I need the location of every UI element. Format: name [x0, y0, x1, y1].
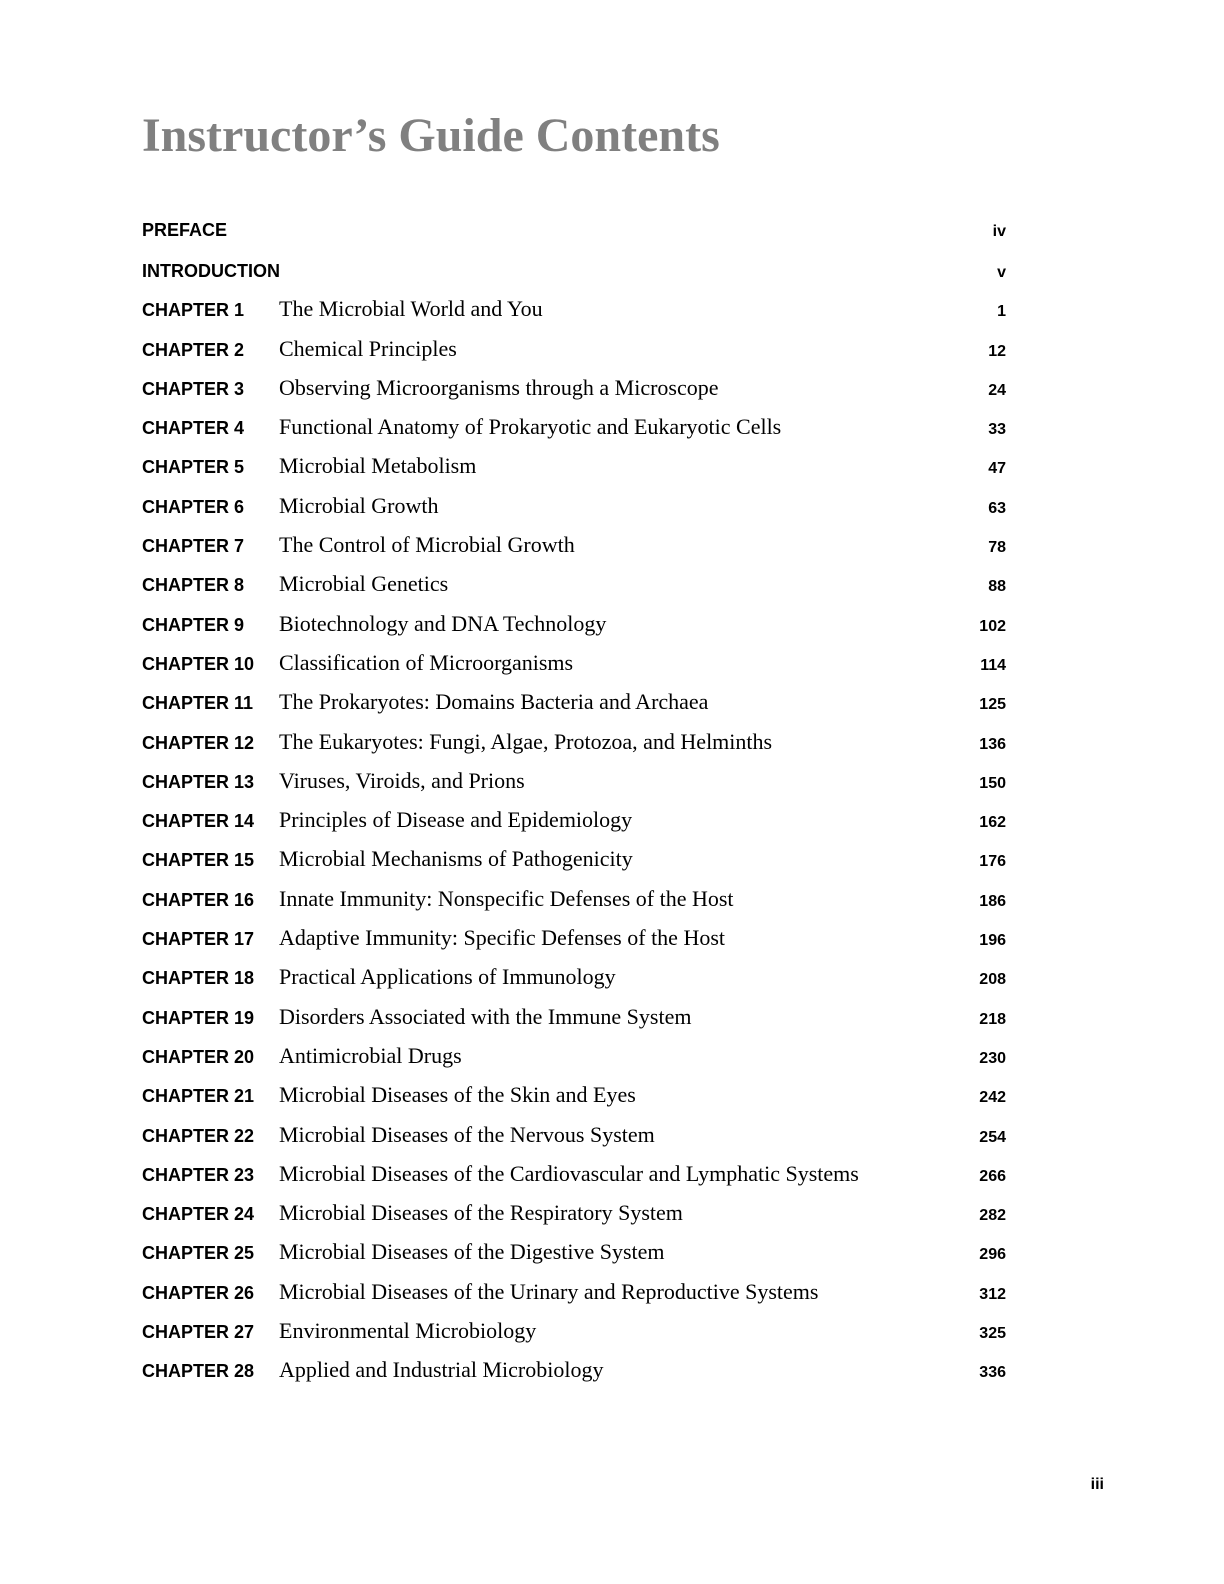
toc-entry-label: CHAPTER 3 — [142, 378, 245, 399]
toc-entry-label: CHAPTER 5 — [142, 457, 245, 478]
toc-entry-label: CHAPTER 28 — [142, 1361, 255, 1382]
toc-entry — [142, 956, 1008, 995]
toc-entry-page-number: 218 — [979, 1010, 1006, 1028]
toc-entry-title: Microbial Mechanisms of Pathogenicity — [279, 846, 633, 872]
toc-entry-title: Microbial Diseases of the Digestive System — [279, 1239, 665, 1265]
toc-entry-label: CHAPTER 10 — [142, 653, 255, 674]
toc-entry-label: CHAPTER 25 — [142, 1243, 255, 1264]
toc-entry-title: Microbial Diseases of the Respiratory System — [279, 1200, 683, 1226]
toc-entry-label: CHAPTER 27 — [142, 1322, 255, 1343]
toc-entry-label: CHAPTER 11 — [142, 693, 254, 714]
toc-entry-title: Observing Microorganisms through a Microscope — [279, 374, 719, 400]
toc-entry-page-number: 150 — [979, 774, 1006, 792]
toc-entry-page-number: 162 — [979, 814, 1006, 832]
toc-entry — [142, 1074, 1008, 1113]
toc-entry — [142, 1035, 1008, 1074]
toc-entry-page-number: v — [997, 264, 1006, 281]
toc-entry-title: Microbial Diseases of the Skin and Eyes — [279, 1082, 636, 1108]
toc-entry — [142, 1349, 1008, 1388]
toc-entry-label: CHAPTER 12 — [142, 732, 255, 753]
toc-entry-title: The Microbial World and You — [279, 296, 543, 322]
toc-entry — [142, 1113, 1008, 1152]
toc-entry-title: Classification of Microorganisms — [279, 649, 574, 675]
toc-entry-title: Adaptive Immunity: Specific Defenses of the Host — [279, 925, 726, 951]
toc-entry-title: Microbial Growth — [279, 492, 439, 518]
toc-entry-page-number: 114 — [980, 656, 1006, 674]
toc-entry-title: Microbial Diseases of the Cardiovascular and Lymphatic Systems — [279, 1160, 859, 1186]
toc-entry-page-number: 102 — [979, 617, 1006, 635]
toc-entry — [142, 995, 1008, 1034]
toc-entry-title: Biotechnology and DNA Technology — [279, 610, 607, 636]
toc-entry-label: CHAPTER 17 — [142, 929, 255, 950]
toc-entry-label: CHAPTER 6 — [142, 496, 245, 517]
toc-entry — [142, 1231, 1008, 1270]
toc-entry-page-number: 186 — [979, 892, 1006, 910]
toc-entry-title: Microbial Metabolism — [279, 453, 477, 479]
toc-entry-page-number: 254 — [979, 1128, 1006, 1146]
toc-entry — [142, 1310, 1008, 1349]
toc-entry-title: Microbial Diseases of the Urinary and Reproductive Systems — [279, 1278, 819, 1304]
toc-entry-page-number: 282 — [979, 1207, 1006, 1225]
toc-entry-title: The Prokaryotes: Domains Bacteria and Archaea — [279, 689, 709, 715]
toc-entry-title: The Control of Microbial Growth — [279, 532, 575, 558]
toc-entry-page-number: 47 — [988, 460, 1006, 478]
toc-entry-label: CHAPTER 21 — [142, 1086, 255, 1107]
toc-entry-label: CHAPTER 7 — [142, 536, 245, 557]
toc-entry-title: Disorders Associated with the Immune System — [279, 1003, 692, 1029]
toc-entry-page-number: 1 — [997, 303, 1006, 321]
toc-entry — [142, 484, 1008, 523]
toc-entry-label: CHAPTER 2 — [142, 339, 245, 360]
toc-entry — [142, 445, 1008, 484]
toc-entry-label: CHAPTER 20 — [142, 1046, 255, 1067]
toc-entry-label: CHAPTER 4 — [142, 418, 245, 439]
page-title: Instructor’s Guide Contents — [142, 109, 720, 162]
toc-entry — [142, 327, 1008, 366]
toc-entry-title: Antimicrobial Drugs — [279, 1042, 462, 1068]
toc-entry-label: INTRODUCTION — [142, 261, 280, 281]
toc-entry-label: CHAPTER 18 — [142, 968, 255, 989]
toc-entry-label: CHAPTER 15 — [142, 850, 255, 871]
toc-entry-title: Innate Immunity: Nonspecific Defenses of the Host — [279, 885, 734, 911]
toc-entry-page-number: 336 — [979, 1364, 1006, 1382]
toc-entry-title: Chemical Principles — [279, 335, 457, 361]
toc-entry-page-number: 24 — [988, 381, 1006, 399]
toc-entry-page-number: 78 — [988, 539, 1006, 557]
toc-entry-page-number: 136 — [979, 735, 1006, 753]
toc-entry-page-number: 63 — [988, 499, 1006, 517]
toc-entry-title: Functional Anatomy of Prokaryotic and Eukaryotic Cells — [279, 414, 782, 440]
toc-entry-label: CHAPTER 26 — [142, 1282, 255, 1303]
toc-entry-title: Microbial Diseases of the Nervous System — [279, 1121, 655, 1147]
toc-entry-label: CHAPTER 16 — [142, 889, 255, 910]
page-number: iii — [1090, 1476, 1104, 1493]
toc-entry — [142, 799, 1008, 838]
toc-entry — [142, 524, 1008, 563]
toc-entry — [142, 406, 1008, 445]
toc-entry-title: Practical Applications of Immunology — [279, 964, 616, 990]
toc-entry — [142, 1192, 1008, 1231]
toc-entry — [142, 760, 1008, 799]
toc-entry-page-number: 176 — [979, 853, 1006, 871]
toc-entry — [142, 877, 1008, 916]
toc-entry-page-number: 296 — [979, 1246, 1006, 1264]
toc-entry-page-number: 12 — [988, 342, 1006, 360]
toc-entry-title: Principles of Disease and Epidemiology — [279, 807, 633, 833]
toc-entry-label: CHAPTER 13 — [142, 771, 255, 792]
toc-entry-label: CHAPTER 22 — [142, 1125, 255, 1146]
toc-entry-page-number: 208 — [979, 971, 1006, 989]
toc-entry-page-number: 196 — [979, 932, 1006, 950]
toc-entry — [142, 288, 1008, 327]
toc-entry-label: CHAPTER 23 — [142, 1164, 255, 1185]
toc-entry — [142, 602, 1008, 641]
toc-entry-label: CHAPTER 24 — [142, 1204, 255, 1225]
toc-entry — [142, 206, 1008, 247]
toc-entry-title: Microbial Genetics — [279, 571, 449, 597]
toc-entry-page-number: 312 — [979, 1285, 1006, 1303]
table-of-contents — [142, 206, 1008, 1388]
toc-entry-label: CHAPTER 14 — [142, 811, 255, 832]
toc-entry-page-number: 242 — [979, 1089, 1006, 1107]
toc-entry — [142, 720, 1008, 759]
toc-entry — [142, 367, 1008, 406]
toc-entry — [142, 1270, 1008, 1309]
toc-entry-page-number: 230 — [979, 1049, 1006, 1067]
toc-entry — [142, 247, 1008, 288]
toc-entry-label: CHAPTER 1 — [142, 300, 245, 321]
toc-entry-label: CHAPTER 9 — [142, 614, 245, 635]
toc-entry-page-number: 88 — [988, 578, 1006, 596]
toc-entry-label: PREFACE — [142, 220, 228, 240]
toc-entry — [142, 563, 1008, 602]
toc-entry-label: CHAPTER 8 — [142, 575, 245, 596]
toc-entry-title: Viruses, Viroids, and Prions — [279, 767, 525, 793]
toc-entry-page-number: iv — [992, 223, 1006, 240]
toc-entry-page-number: 33 — [988, 421, 1006, 439]
toc-entry-title: Environmental Microbiology — [279, 1318, 537, 1344]
toc-entry-page-number: 266 — [979, 1167, 1006, 1185]
toc-entry-label: CHAPTER 19 — [142, 1007, 255, 1028]
toc-entry-page-number: 125 — [979, 696, 1006, 714]
toc-entry — [142, 917, 1008, 956]
toc-entry — [142, 642, 1008, 681]
toc-entry-title: Applied and Industrial Microbiology — [279, 1357, 604, 1383]
toc-entry — [142, 681, 1008, 720]
toc-entry-page-number: 325 — [979, 1325, 1006, 1343]
toc-entry-title: The Eukaryotes: Fungi, Algae, Protozoa, and Helminths — [279, 728, 773, 754]
toc-entry — [142, 838, 1008, 877]
toc-entry — [142, 1153, 1008, 1192]
